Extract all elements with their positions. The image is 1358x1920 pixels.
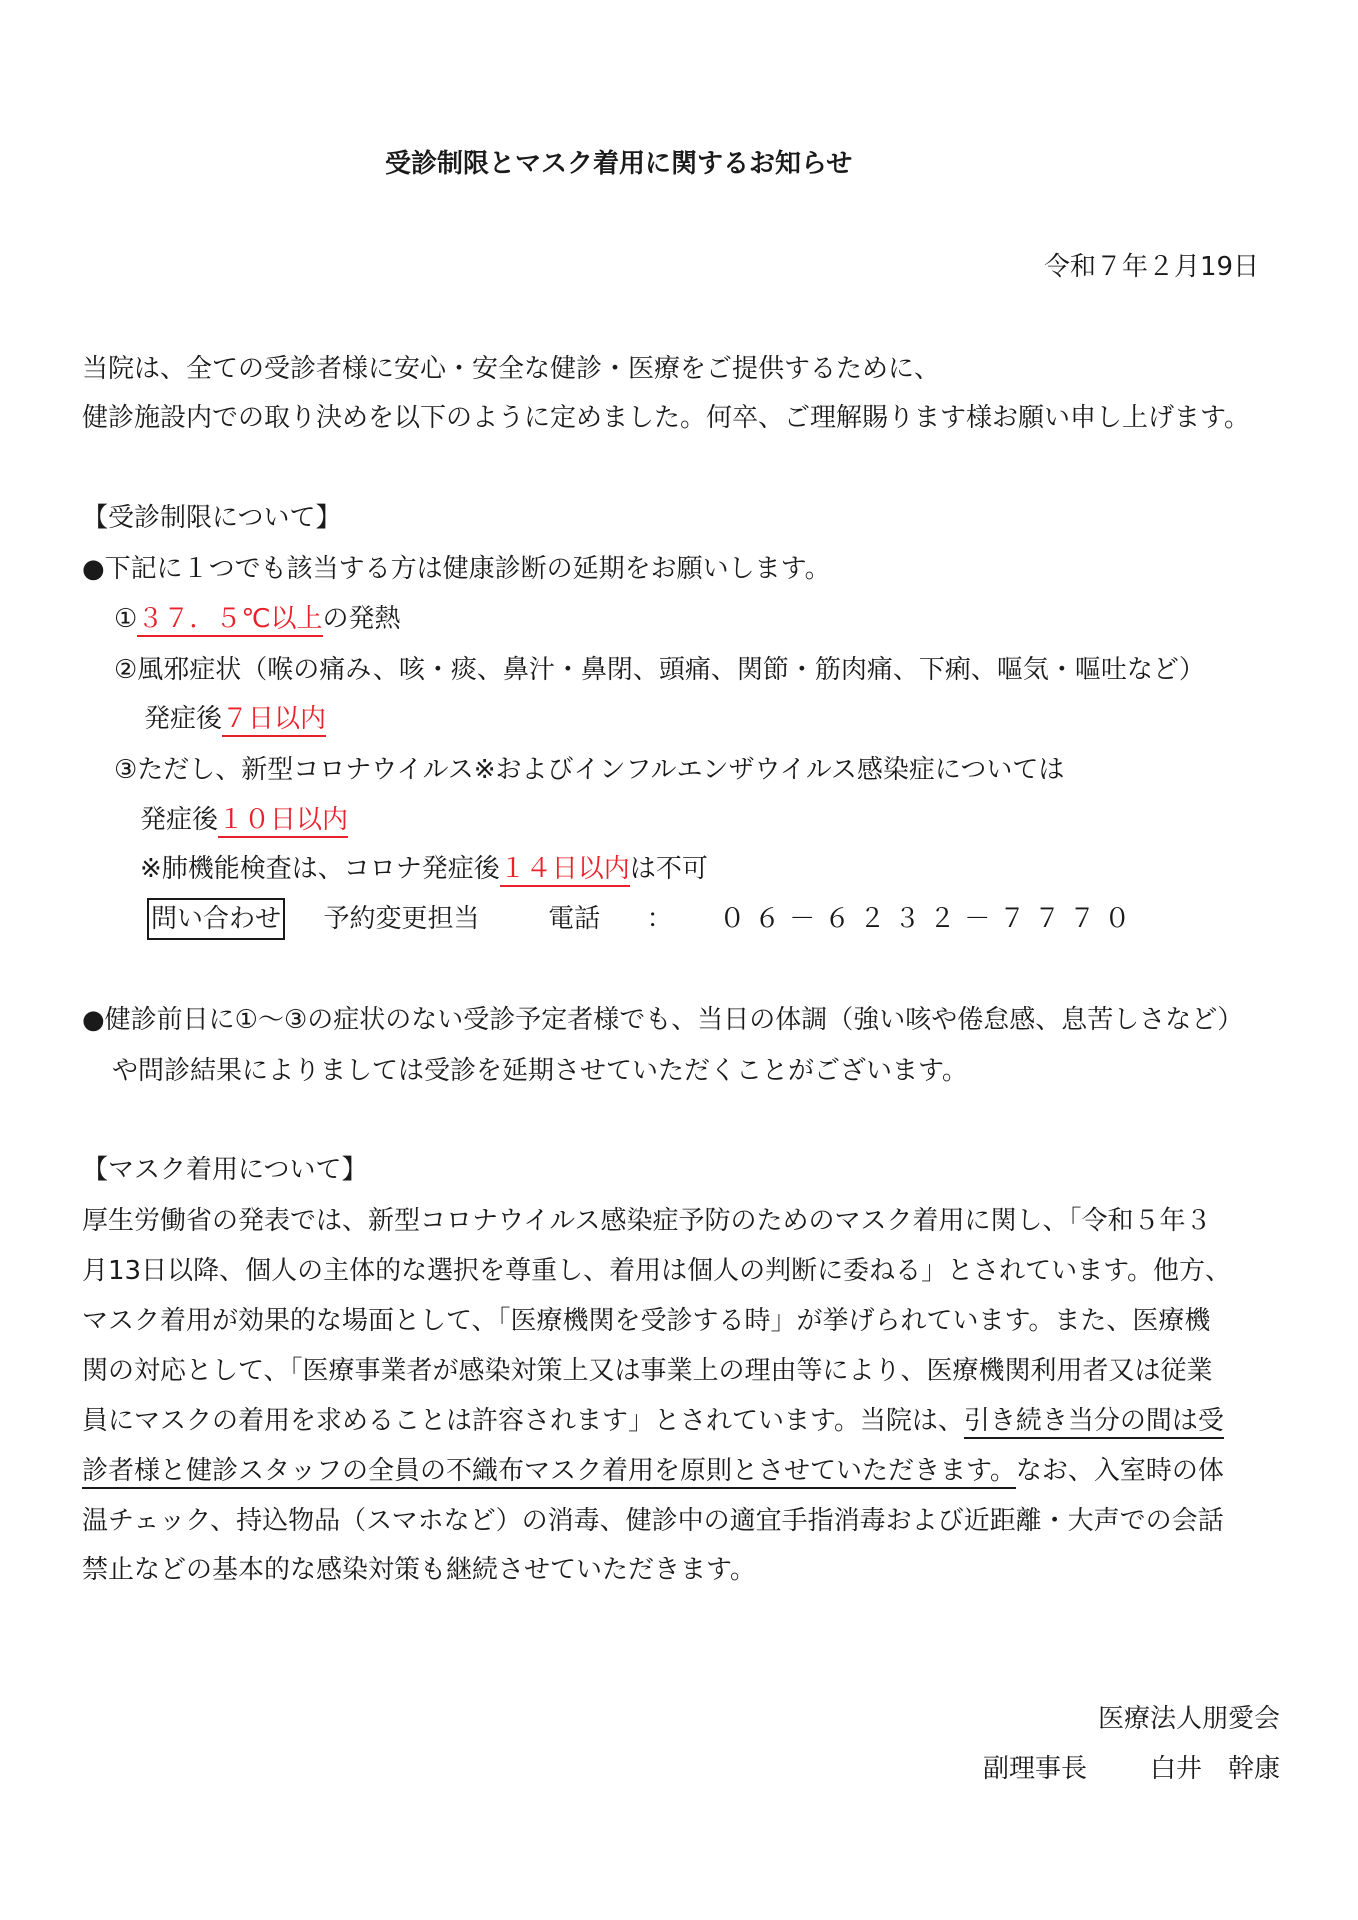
prior-day-line-1: ●健診前日に①～③の症状のない受診予定者様でも、当日の体調（強い咳や倦怠感、息苦しさなど） xyxy=(82,1005,1244,1035)
mask-line-5-text: 員にマスクの着用を求めることは許容されます」とされています。当院は、 xyxy=(82,1406,964,1436)
contact-line xyxy=(147,898,1139,940)
item-3-prefix: 発症後 xyxy=(140,805,219,835)
restriction-item-2-period xyxy=(144,702,326,736)
item-2-highlight: ７日以内 xyxy=(222,704,326,737)
mask-heading: 【マスク着用について】 xyxy=(82,1155,368,1185)
intro-line-2: 健診施設内での取り決めを以下のように定めました。何卒、ご理解賜ります様お願い申し上げます。 xyxy=(82,403,1250,433)
signature-name: 白井 幹康 xyxy=(1149,1754,1280,1784)
mask-line-5-underlined: 引き続き当分の間は受 xyxy=(964,1406,1224,1439)
item-1-highlight: ３７．５℃以上 xyxy=(137,604,322,637)
restriction-item-3: ③ただし、新型コロナウイルス※およびインフルエンザウイルス感染症については xyxy=(114,755,1065,785)
mask-line-6-text: なお、入室時の体 xyxy=(1015,1456,1224,1486)
mask-line-2: 月13日以降、個人の主体的な選択を尊重し、着用は個人の判断に委ねる」とされています。他方、 xyxy=(82,1256,1232,1286)
mask-line-7: 温チェック、持込物品（スマホなど）の消毒、健診中の適宜手指消毒および近距離・大声での会話 xyxy=(82,1506,1224,1536)
contact-phone-label: 電話 xyxy=(548,904,601,934)
note-prefix: ※肺機能検査は、コロナ発症後 xyxy=(140,854,500,884)
restriction-item-1 xyxy=(114,602,401,636)
item-1-prefix: ① xyxy=(114,604,138,634)
intro-line-1: 当院は、全ての受診者様に安心・安全な健診・医療をご提供するために、 xyxy=(82,354,941,384)
item-1-suffix: の発熱 xyxy=(322,604,401,634)
contact-phone-number: ０６－６２３２－７７７０ xyxy=(719,904,1140,934)
contact-label: 問い合わせ xyxy=(147,898,285,940)
signature-role: 副理事長 xyxy=(983,1754,1088,1784)
restriction-item-2: ②風邪症状（喉の痛み、咳・痰、鼻汁・鼻閉、頭痛、関節・筋肉痛、下痢、嘔気・嘔吐など） xyxy=(114,655,1205,685)
note-highlight: １４日以内 xyxy=(500,854,630,887)
mask-line-6 xyxy=(82,1454,1224,1488)
lung-test-note xyxy=(140,852,708,886)
item-2-prefix: 発症後 xyxy=(144,704,223,734)
page-title: 受診制限とマスク着用に関するお知らせ xyxy=(385,149,853,179)
item-3-highlight: １０日以内 xyxy=(218,805,348,838)
restriction-lead: ●下記に１つでも該当する方は健康診断の延期をお願いします。 xyxy=(82,554,831,584)
prior-day-line-2: や問診結果によりましては受診を延期させていただくことがございます。 xyxy=(112,1056,968,1086)
signature-org: 医療法人朋愛会 xyxy=(1097,1704,1280,1734)
restriction-item-3-period xyxy=(140,803,348,837)
mask-line-6-underlined: 診者様と健診スタッフの全員の不織布マスク着用を原則とさせていただきます。 xyxy=(82,1456,1016,1489)
mask-line-4: 関の対応として、「医療事業者が感染対策上又は事業上の理由等により、医療機関利用者又は従業 xyxy=(82,1356,1213,1386)
contact-dept: 予約変更担当 xyxy=(323,904,480,934)
mask-line-5 xyxy=(82,1404,1224,1438)
contact-colon: ： xyxy=(646,904,673,934)
restriction-heading: 【受診制限について】 xyxy=(82,503,342,533)
mask-line-3: マスク着用が効果的な場面として、「医療機関を受診する時」が挙げられています。また、医療機 xyxy=(82,1306,1211,1336)
mask-line-1: 厚生労働省の発表では、新型コロナウイルス感染症予防のためのマスク着用に関し、「令和５年３ xyxy=(82,1206,1212,1236)
note-suffix: は不可 xyxy=(629,854,708,884)
mask-line-8: 禁止などの基本的な感染対策も継続させていただきます。 xyxy=(82,1555,756,1585)
notice-date: 令和７年２月19日 xyxy=(1044,252,1260,282)
